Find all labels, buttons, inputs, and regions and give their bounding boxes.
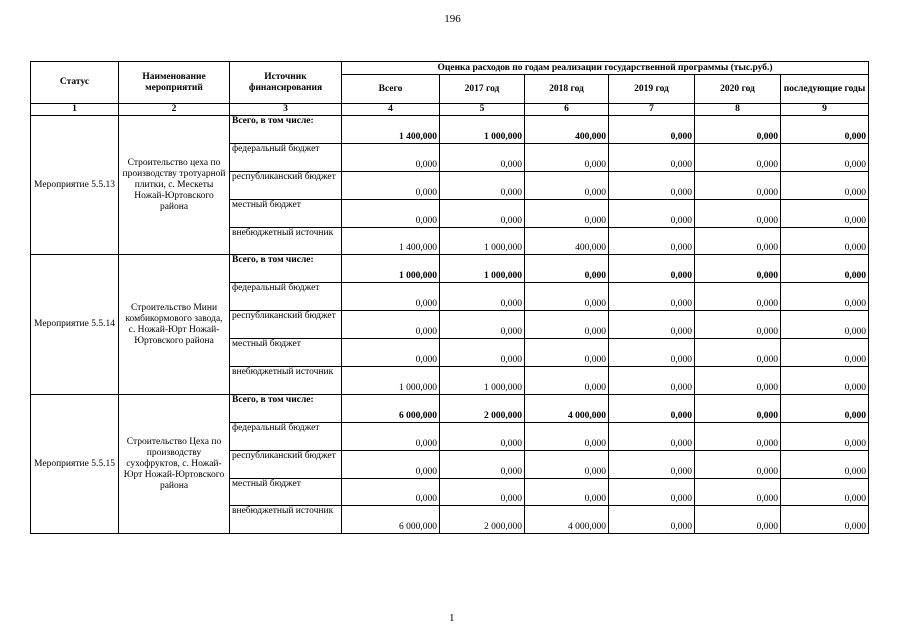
amount-cell: 0,000 (781, 311, 869, 339)
amount-cell: 0,000 (609, 450, 695, 478)
column-number: 7 (609, 104, 695, 116)
amount-cell: 0,000 (695, 394, 781, 422)
header-status: Статус (31, 62, 119, 104)
funding-source: республиканский бюджет (230, 171, 342, 199)
amount-cell: 1 000,000 (440, 116, 525, 144)
funding-source: федеральный бюджет (230, 283, 342, 311)
activity-name: Строительство цеха по производству тротуарной плитки, с. Мескеты Ножай-Юртовского района (119, 116, 230, 255)
amount-cell: 0,000 (525, 422, 609, 450)
amount-cell: 6 000,000 (342, 506, 440, 534)
amount-cell: 0,000 (525, 339, 609, 367)
amount-cell: 0,000 (342, 478, 440, 506)
header-source: Источник финансирования (230, 62, 342, 104)
activity-status: Мероприятие 5.5.15 (31, 394, 119, 533)
header-name: Наименование мероприятий (119, 62, 230, 104)
table-body (31, 116, 869, 534)
funding-source: местный бюджет (230, 339, 342, 367)
amount-cell: 0,000 (609, 227, 695, 255)
amount-cell: 0,000 (695, 116, 781, 144)
amount-cell: 0,000 (525, 143, 609, 171)
amount-cell: 2 000,000 (440, 506, 525, 534)
amount-cell: 400,000 (525, 227, 609, 255)
header-later-years: последующие годы (781, 75, 869, 104)
funding-source: внебюджетный источник (230, 367, 342, 395)
amount-cell: 0,000 (609, 478, 695, 506)
amount-cell: 0,000 (440, 339, 525, 367)
column-number: 5 (440, 104, 525, 116)
amount-cell: 0,000 (342, 339, 440, 367)
funding-source: Всего, в том числе: (230, 394, 342, 422)
amount-cell: 0,000 (609, 506, 695, 534)
column-number-row (31, 104, 869, 116)
amount-cell: 1 000,000 (440, 255, 525, 283)
amount-cell: 0,000 (781, 394, 869, 422)
amount-cell: 0,000 (525, 367, 609, 395)
header-total: Всего (342, 75, 440, 104)
amount-cell: 0,000 (609, 199, 695, 227)
funding-source: республиканский бюджет (230, 311, 342, 339)
amount-cell: 0,000 (695, 171, 781, 199)
amount-cell: 0,000 (695, 227, 781, 255)
amount-cell: 0,000 (342, 143, 440, 171)
amount-cell: 0,000 (781, 255, 869, 283)
header-estimate: Оценка расходов по годам реализации государственной программы (тыс.руб.) (342, 62, 869, 75)
amount-cell: 0,000 (525, 478, 609, 506)
funding-source: внебюджетный источник (230, 227, 342, 255)
column-number: 4 (342, 104, 440, 116)
funding-source: республиканский бюджет (230, 450, 342, 478)
column-number: 2 (119, 104, 230, 116)
amount-cell: 0,000 (695, 478, 781, 506)
amount-cell: 0,000 (525, 311, 609, 339)
amount-cell: 4 000,000 (525, 394, 609, 422)
amount-cell: 0,000 (525, 450, 609, 478)
amount-cell: 0,000 (342, 422, 440, 450)
header-2019: 2019 год (609, 75, 695, 104)
amount-cell: 0,000 (342, 450, 440, 478)
amount-cell: 0,000 (440, 311, 525, 339)
activity-status: Мероприятие 5.5.14 (31, 255, 119, 394)
amount-cell: 0,000 (440, 171, 525, 199)
funding-source: внебюджетный источник (230, 506, 342, 534)
amount-cell: 0,000 (440, 143, 525, 171)
amount-cell: 0,000 (440, 283, 525, 311)
amount-cell: 0,000 (609, 311, 695, 339)
amount-cell: 1 000,000 (342, 255, 440, 283)
table-row-total (31, 255, 869, 283)
amount-cell: 0,000 (695, 339, 781, 367)
funding-source: федеральный бюджет (230, 422, 342, 450)
amount-cell: 1 400,000 (342, 227, 440, 255)
funding-source: местный бюджет (230, 478, 342, 506)
amount-cell: 0,000 (525, 283, 609, 311)
amount-cell: 0,000 (609, 367, 695, 395)
amount-cell: 1 000,000 (342, 367, 440, 395)
amount-cell: 0,000 (342, 283, 440, 311)
amount-cell: 0,000 (695, 255, 781, 283)
amount-cell: 0,000 (342, 199, 440, 227)
column-number: 1 (31, 104, 119, 116)
amount-cell: 0,000 (609, 283, 695, 311)
amount-cell: 0,000 (695, 422, 781, 450)
amount-cell: 0,000 (609, 143, 695, 171)
page-number: 196 (444, 13, 461, 25)
amount-cell: 0,000 (609, 422, 695, 450)
amount-cell: 0,000 (695, 450, 781, 478)
amount-cell: 1 000,000 (440, 227, 525, 255)
amount-cell: 0,000 (781, 478, 869, 506)
column-number: 6 (525, 104, 609, 116)
amount-cell: 0,000 (440, 199, 525, 227)
column-number: 9 (781, 104, 869, 116)
amount-cell: 0,000 (695, 311, 781, 339)
amount-cell: 1 400,000 (342, 116, 440, 144)
amount-cell: 2 000,000 (440, 394, 525, 422)
amount-cell: 0,000 (781, 422, 869, 450)
amount-cell: 0,000 (525, 255, 609, 283)
amount-cell: 0,000 (781, 339, 869, 367)
funding-source: федеральный бюджет (230, 143, 342, 171)
amount-cell: 0,000 (695, 199, 781, 227)
header-row-top (31, 62, 869, 75)
amount-cell: 1 000,000 (440, 367, 525, 395)
amount-cell: 0,000 (695, 506, 781, 534)
amount-cell: 6 000,000 (342, 394, 440, 422)
amount-cell: 0,000 (609, 255, 695, 283)
amount-cell: 0,000 (525, 199, 609, 227)
funding-source: местный бюджет (230, 199, 342, 227)
activity-name: Строительство Цеха по производству сухофруктов, с. Ножай-Юрт Ножай-Юртовского района (119, 394, 230, 533)
amount-cell: 0,000 (781, 450, 869, 478)
amount-cell: 0,000 (781, 143, 869, 171)
amount-cell: 0,000 (781, 283, 869, 311)
amount-cell: 0,000 (609, 394, 695, 422)
amount-cell: 400,000 (525, 116, 609, 144)
amount-cell: 0,000 (440, 478, 525, 506)
amount-cell: 0,000 (342, 171, 440, 199)
amount-cell: 0,000 (781, 227, 869, 255)
column-number: 3 (230, 104, 342, 116)
funding-source: Всего, в том числе: (230, 116, 342, 144)
footer-mark: 1 (449, 612, 455, 624)
header-2018: 2018 год (525, 75, 609, 104)
amount-cell: 0,000 (342, 311, 440, 339)
table-row-total (31, 116, 869, 144)
activity-name: Строительство Мини комбикормового завода, с. Ножай-Юрт Ножай-Юртовского района (119, 255, 230, 394)
amount-cell: 0,000 (695, 143, 781, 171)
amount-cell: 0,000 (695, 283, 781, 311)
funding-source: Всего, в том числе: (230, 255, 342, 283)
amount-cell: 0,000 (781, 199, 869, 227)
budget-table (30, 61, 869, 534)
activity-status: Мероприятие 5.5.13 (31, 116, 119, 255)
amount-cell: 0,000 (609, 171, 695, 199)
amount-cell: 0,000 (781, 171, 869, 199)
amount-cell: 0,000 (525, 171, 609, 199)
amount-cell: 0,000 (781, 116, 869, 144)
amount-cell: 0,000 (781, 506, 869, 534)
amount-cell: 0,000 (609, 339, 695, 367)
amount-cell: 0,000 (440, 450, 525, 478)
header-2020: 2020 год (695, 75, 781, 104)
amount-cell: 0,000 (781, 367, 869, 395)
header-2017: 2017 год (440, 75, 525, 104)
amount-cell: 0,000 (695, 367, 781, 395)
amount-cell: 0,000 (609, 116, 695, 144)
table-row-total (31, 394, 869, 422)
amount-cell: 4 000,000 (525, 506, 609, 534)
amount-cell: 0,000 (440, 422, 525, 450)
column-number: 8 (695, 104, 781, 116)
